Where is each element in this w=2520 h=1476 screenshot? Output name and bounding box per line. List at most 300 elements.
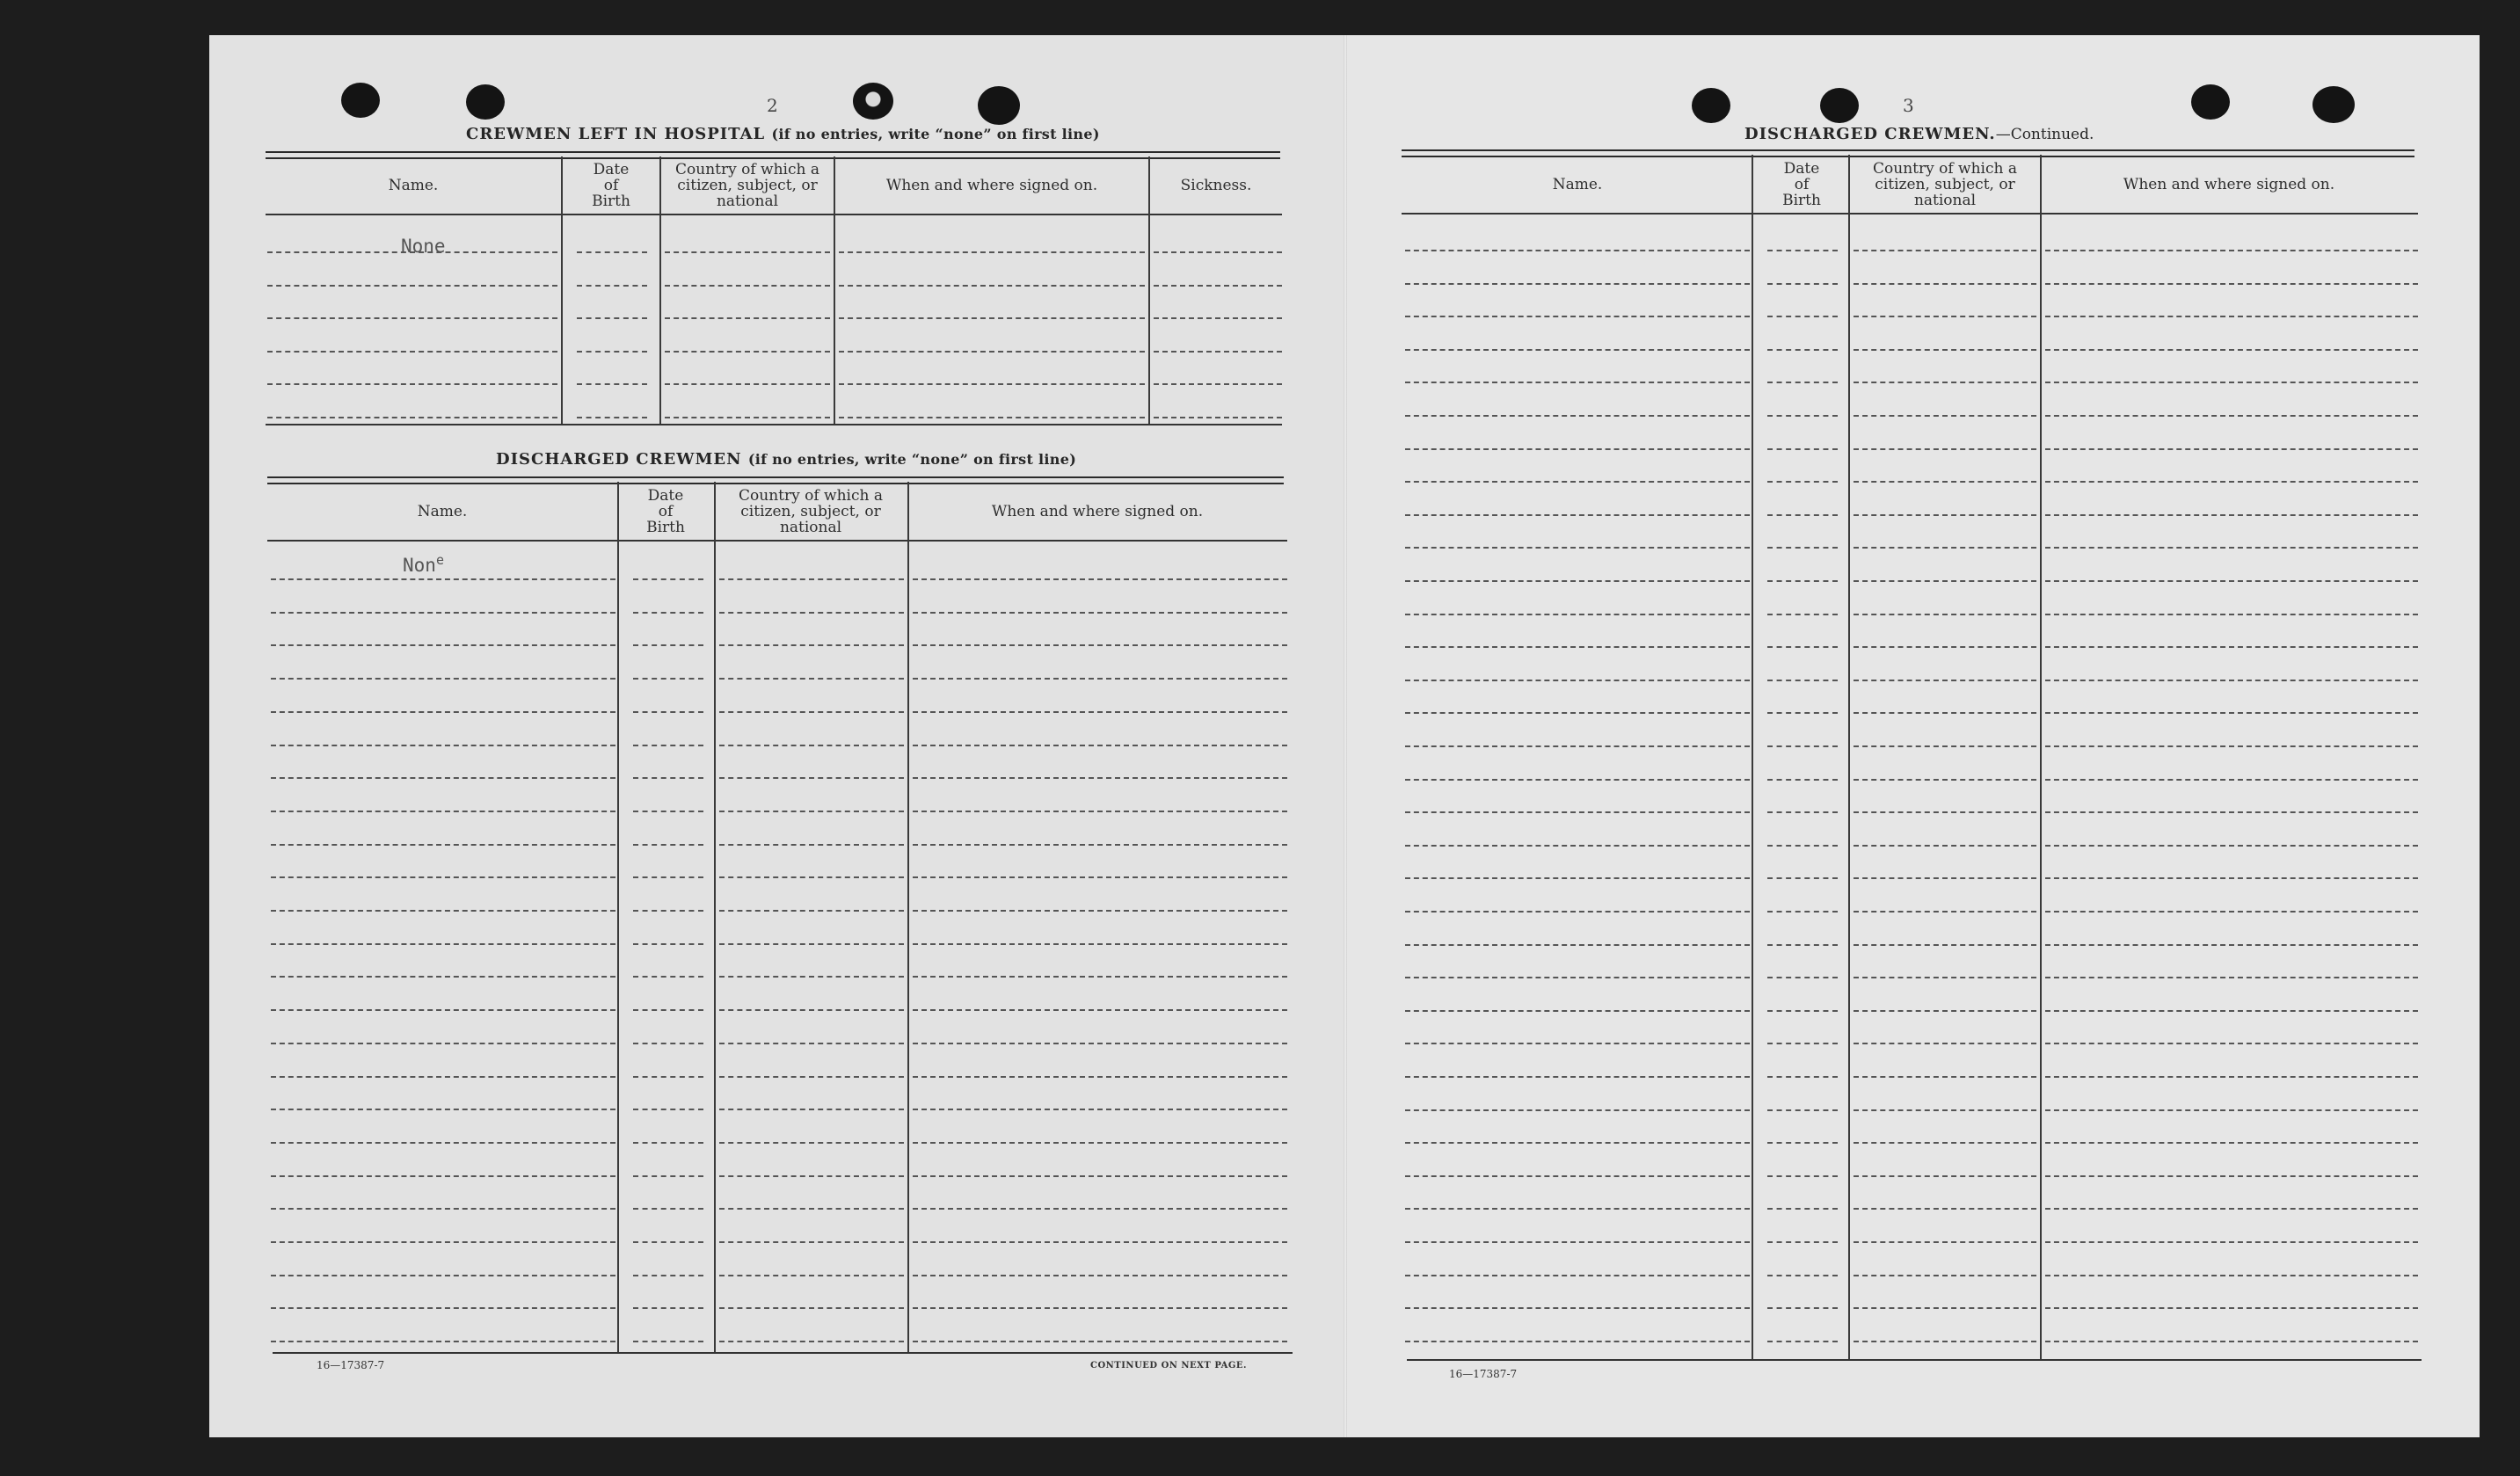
ruled-line [2045,1307,2418,1309]
ruled-line [271,777,615,779]
ruled-line [665,417,830,418]
ruled-line [1405,614,1750,615]
ruled-line [1767,944,1838,946]
ruled-line [2045,580,2418,582]
ruled-line [913,1109,1287,1110]
ruled-line [1405,680,1750,681]
ruled-line [839,351,1145,353]
ruled-line [1405,1275,1750,1276]
ruled-line [577,351,647,353]
discharged-col-divider [617,482,619,1352]
ruled-line [913,1341,1287,1342]
ruled-line [271,1208,615,1210]
ruled-line [1405,1142,1750,1144]
ruled-line [1405,316,1750,317]
ruled-line [1854,1341,2036,1342]
ruled-line [1854,316,2036,317]
ruled-line [2045,1275,2418,1276]
ruled-line [1854,646,2036,648]
discharged-col-divider [714,482,716,1352]
ruled-line [913,678,1287,680]
hospital-col-divider [1148,156,1150,424]
ruled-line [577,285,647,287]
discharged-title-text: DISCHARGED CREWMEN [496,450,742,469]
ruled-line [913,1076,1287,1078]
page-fold [1344,35,1347,1437]
right-page [1345,35,2480,1437]
ruled-line [913,876,1287,878]
ruled-line [1405,250,1750,251]
ruled-line [1154,285,1282,287]
ruled-line [719,1208,904,1210]
ruled-line [633,910,703,912]
ruled-line [1854,877,2036,879]
ruled-line [271,943,615,945]
page-number-right: 3 [1903,95,1914,116]
ruled-line [577,317,647,319]
ruled-line [2045,316,2418,317]
hospital-col-country: Country of which a citizen, subject, or national [675,161,819,210]
ruled-line [1767,1076,1838,1078]
ruled-line [2045,811,2418,813]
continued-title-text: DISCHARGED CREWMEN. [1744,125,1996,143]
ruled-line [2045,283,2418,285]
ruled-line [1854,1307,2036,1309]
ruled-line [1854,1142,2036,1144]
ruled-line [913,745,1287,746]
ruled-line [719,1241,904,1243]
ruled-line [633,644,703,646]
ruled-line [719,578,904,580]
ruled-line [1154,351,1282,353]
ruled-line [1854,944,2036,946]
ruled-line [1854,547,2036,549]
form-number-left: 16—17387-7 [317,1359,385,1371]
ruled-line [267,351,557,353]
ruled-line [719,644,904,646]
ruled-line [271,678,615,680]
ruled-line [633,976,703,978]
ruled-line [1767,349,1838,351]
ruled-line [1854,1208,2036,1210]
discharged-col-country: Country of which a citizen, subject, or national [739,487,883,536]
ruled-line [271,910,615,912]
hospital-col-divider [834,156,835,424]
ruled-line [1767,1175,1838,1177]
ruled-line [1854,811,2036,813]
ruled-line [719,876,904,878]
hospital-bottom-rule [266,424,1282,425]
ruled-line [633,1043,703,1044]
ruled-line [719,811,904,812]
discharged-title-note: (if no entries, write “none” on first line) [747,451,1077,468]
ruled-line [633,844,703,846]
ruled-line [2045,1142,2418,1144]
discharged-col-dob: Date of Birth [646,487,685,536]
ruled-line [839,383,1145,385]
ruled-line [719,745,904,746]
page-number-left: 2 [767,95,778,116]
ruled-line [719,678,904,680]
ruled-line [913,1043,1287,1044]
ruled-line [2045,911,2418,913]
ruled-line [2045,1208,2418,1210]
ruled-line [2045,1175,2418,1177]
ruled-line [1767,779,1838,781]
discharged-col-when-where: When and where signed on. [991,503,1204,520]
ruled-line [665,251,830,253]
continued-col-dob: Date of Birth [1782,160,1821,209]
ruled-line [1154,251,1282,253]
ruled-line [2045,1341,2418,1342]
ruled-line [2045,481,2418,483]
ruled-line [719,943,904,945]
ruled-line [1405,911,1750,913]
ruled-line [1405,415,1750,417]
ruled-line [719,777,904,779]
ruled-line [1854,514,2036,516]
hospital-col-divider [561,156,563,424]
ruled-line [1405,349,1750,351]
continued-note: CONTINUED ON NEXT PAGE. [1090,1361,1248,1371]
ruled-line [271,1076,615,1078]
ruled-line [719,976,904,978]
ruled-line [1405,646,1750,648]
ruled-line [267,285,557,287]
ruled-line [1767,1275,1838,1276]
ruled-line [1854,481,2036,483]
ruled-line [665,383,830,385]
discharged-col-name: Name. [417,503,468,520]
discharged-bottom-rule [273,1352,1293,1354]
ruled-line [1405,1307,1750,1309]
ruled-line [271,1307,615,1309]
ruled-line [1767,283,1838,285]
ruled-line [665,351,830,353]
ruled-line [1767,646,1838,648]
ruled-line [2045,1241,2418,1243]
ruled-line [1767,547,1838,549]
ruled-line [271,1142,615,1144]
punch-hole [2312,86,2355,123]
continued-col-country: Country of which a citizen, subject, or national [1873,160,2017,209]
ruled-line [633,1241,703,1243]
hospital-col-dob: Date of Birth [592,161,630,210]
ruled-line [719,1275,904,1276]
ruled-line [2045,845,2418,847]
ruled-line [1854,448,2036,450]
ruled-line [913,811,1287,812]
ruled-line [1405,283,1750,285]
ruled-line [1854,779,2036,781]
ruled-line [2045,547,2418,549]
ruled-line [1767,1043,1838,1044]
continued-bottom-rule [1407,1359,2422,1361]
ruled-line [1405,1208,1750,1210]
ruled-line [267,417,557,418]
ruled-line [1767,680,1838,681]
ruled-line [267,317,557,319]
ruled-line [633,1307,703,1309]
ruled-line [633,1142,703,1144]
ruled-line [1854,250,2036,251]
ruled-line [1854,845,2036,847]
ruled-line [1854,977,2036,978]
ruled-line [839,251,1145,253]
ruled-line [1854,745,2036,747]
ruled-line [1854,1241,2036,1243]
ruled-line [1767,1142,1838,1144]
ruled-line [1405,580,1750,582]
ruled-line [1405,944,1750,946]
ruled-line [633,876,703,878]
discharged-col-divider [907,482,909,1352]
ruled-line [633,1109,703,1110]
ruled-line [2045,614,2418,615]
ruled-line [1767,1010,1838,1012]
ruled-line [633,612,703,614]
ruled-line [719,1142,904,1144]
ruled-line [839,317,1145,319]
continued-col-name: Name. [1552,176,1603,193]
continued-section-title [1744,125,2094,143]
ruled-line [913,1208,1287,1210]
ruled-line [1854,680,2036,681]
ruled-line [1405,1109,1750,1111]
punch-hole [978,86,1020,125]
ruled-line [2045,1043,2418,1044]
punch-hole [1820,88,1859,123]
ruled-line [1405,779,1750,781]
ruled-line [2045,1076,2418,1078]
ruled-line [1767,745,1838,747]
ruled-line [913,1307,1287,1309]
ruled-line [271,811,615,812]
ruled-line [913,578,1287,580]
ruled-line [633,1341,703,1342]
ruled-line [1854,1076,2036,1078]
hospital-entry-none: None [401,236,446,257]
ruled-line [913,1275,1287,1276]
punch-hole [1692,88,1730,123]
ruled-line [1767,1208,1838,1210]
ruled-line [839,285,1145,287]
ruled-line [913,844,1287,846]
ruled-line [719,1076,904,1078]
ruled-line [271,578,615,580]
ruled-line [271,745,615,746]
ruled-line [271,612,615,614]
ruled-line [719,844,904,846]
ruled-line [1405,481,1750,483]
ruled-line [1854,415,2036,417]
ruled-line [633,1076,703,1078]
ruled-line [1854,349,2036,351]
ruled-line [719,711,904,713]
ruled-line [1767,1341,1838,1342]
punch-hole [466,84,505,120]
ruled-line [267,251,557,253]
ruled-line [913,612,1287,614]
ruled-line [719,1307,904,1309]
ruled-line [2045,415,2418,417]
ruled-line [1767,514,1838,516]
ruled-line [1767,1307,1838,1309]
ruled-line [577,383,647,385]
ruled-line [2045,349,2418,351]
ruled-line [1767,1241,1838,1243]
ruled-line [2045,514,2418,516]
ruled-line [271,644,615,646]
continued-header-rule [1402,213,2418,214]
continued-col-when-where: When and where signed on. [2123,176,2335,193]
ruled-line [633,777,703,779]
ruled-line [1405,745,1750,747]
discharged-entry-none: Non$^e$ [403,552,444,576]
hospital-header-rule [266,214,1282,215]
ruled-line [1767,977,1838,978]
punch-hole-torn [853,83,893,120]
ruled-line [1854,1010,2036,1012]
ruled-line [2045,1010,2418,1012]
ruled-line [719,1043,904,1044]
ruled-line [1405,1010,1750,1012]
ruled-line [2045,745,2418,747]
ruled-line [1767,382,1838,383]
ruled-line [2045,382,2418,383]
ruled-line [1405,514,1750,516]
ruled-line [913,1175,1287,1177]
ruled-line [719,1175,904,1177]
ruled-line [1767,316,1838,317]
ruled-line [719,1009,904,1011]
ruled-line [1405,1043,1750,1044]
ruled-line [1405,977,1750,978]
ruled-line [633,578,703,580]
ruled-line [1854,712,2036,714]
ruled-line [1767,845,1838,847]
ruled-line [1767,580,1838,582]
hospital-section-title [466,125,1100,143]
form-number-right: 16—17387-7 [1449,1368,1518,1380]
hospital-col-when-where: When and where signed on. [885,177,1098,194]
punch-hole [341,83,380,118]
ruled-line [271,1043,615,1044]
hospital-col-name: Name. [388,177,439,194]
ruled-line [267,383,557,385]
ruled-line [1854,580,2036,582]
ruled-line [1405,1341,1750,1342]
ruled-line [913,976,1287,978]
ruled-line [1154,317,1282,319]
ruled-line [633,1208,703,1210]
ruled-line [2045,1109,2418,1111]
ruled-line [1154,383,1282,385]
ruled-line [1854,1175,2036,1177]
ruled-line [913,777,1287,779]
ruled-line [1767,877,1838,879]
ruled-line [271,1175,615,1177]
punch-hole [2191,84,2230,120]
ruled-line [1767,811,1838,813]
ruled-line [1854,614,2036,615]
ruled-line [1405,811,1750,813]
ruled-line [913,1241,1287,1243]
ruled-line [913,943,1287,945]
ruled-line [271,1109,615,1110]
continued-col-divider [1848,155,1850,1359]
ruled-line [577,417,647,418]
ruled-line [271,1275,615,1276]
ruled-line [633,943,703,945]
ruled-line [2045,250,2418,251]
ruled-line [1854,283,2036,285]
ruled-line [913,910,1287,912]
left-page [209,35,1345,1437]
ruled-line [633,811,703,812]
ruled-line [1405,448,1750,450]
ruled-line [1767,712,1838,714]
ruled-line [839,417,1145,418]
hospital-col-divider [659,156,661,424]
ruled-line [633,1175,703,1177]
ruled-line [2045,448,2418,450]
ruled-line [719,1341,904,1342]
ruled-line [271,976,615,978]
continued-title-suffix: —Continued. [1995,126,2094,143]
ruled-line [2045,712,2418,714]
ruled-line [2045,877,2418,879]
ruled-line [1767,1109,1838,1111]
ruled-line [665,317,830,319]
ruled-line [719,1109,904,1110]
ruled-line [1405,382,1750,383]
ruled-line [633,678,703,680]
ruled-line [1405,712,1750,714]
ruled-line [271,1341,615,1342]
ruled-line [633,745,703,746]
ruled-line [913,644,1287,646]
ruled-line [2045,680,2418,681]
ruled-line [1854,911,2036,913]
ruled-line [1767,415,1838,417]
ruled-line [2045,646,2418,648]
ruled-line [913,1142,1287,1144]
ruled-line [1405,1076,1750,1078]
ruled-line [913,711,1287,713]
ruled-line [1767,250,1838,251]
ruled-line [1854,1275,2036,1276]
ruled-line [271,1241,615,1243]
ruled-line [1854,382,2036,383]
ruled-line [1767,481,1838,483]
hospital-title-note: (if no entries, write “none” on first line) [771,126,1100,142]
ruled-line [1405,1175,1750,1177]
ruled-line [719,910,904,912]
ruled-line [1767,614,1838,615]
ruled-line [913,1009,1287,1011]
continued-col-divider [1752,155,1753,1359]
ruled-line [271,876,615,878]
ruled-line [1405,547,1750,549]
ruled-line [271,844,615,846]
ruled-line [1405,1241,1750,1243]
ruled-line [271,1009,615,1011]
ruled-line [2045,944,2418,946]
discharged-section-title [496,450,1076,469]
ruled-line [1154,417,1282,418]
ruled-line [633,711,703,713]
